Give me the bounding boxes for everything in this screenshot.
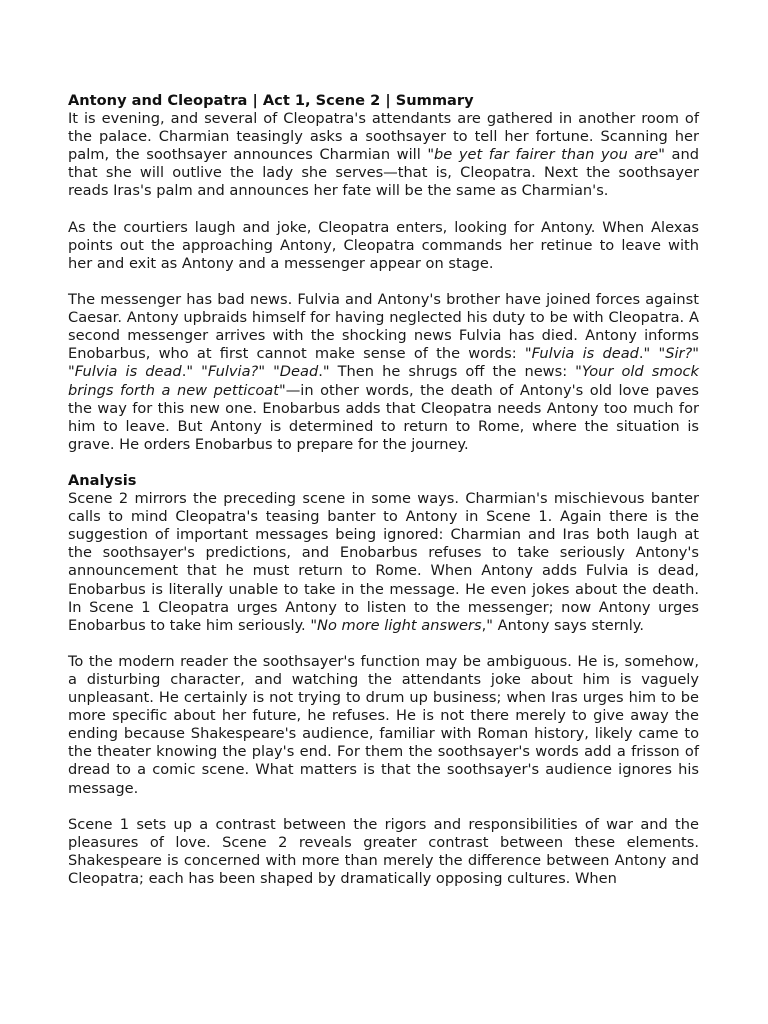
text-run: " " <box>68 345 699 381</box>
text-run: It is evening, and several of Cleopatra's attendants are gathered in another room of the palace. Charmian teasingly asks a soothsayer to tell her fortune. Scanning her palm, the soothsayer announces Charmian will " <box>68 110 699 164</box>
text-run: " " <box>258 363 280 381</box>
document-page <box>68 92 699 906</box>
quote-run: Dead <box>279 363 319 381</box>
summary-paragraph-1 <box>68 110 699 200</box>
analysis-paragraph-1 <box>68 490 699 635</box>
text-run: " and that she will outlive the lady she serves—that is, Cleopatra. Next the soothsayer reads Iras's palm and announces her fate will be the same as Charmian's. <box>68 146 699 200</box>
summary-paragraph-3 <box>68 291 699 454</box>
text-run: Scene 2 mirrors the preceding scene in some ways. Charmian's mischievous banter calls to mind Cleopatra's teasing banter to Antony in Scene 1. Again there is the suggestion of important messages being ignored: Charmian and Iras both laugh at the soothsayer's predictions, and Enobarbus refuses to take seriously Antony's announcement that he must return to Rome. When Antony adds Fulvia is dead, Enobarbus is literally unable to take in the message. He even jokes about the death. In Scene 1 Cleopatra urges Antony to listen to the messenger; now Antony urges Enobarbus to take him seriously. " <box>68 490 699 634</box>
quote-run: Fulvia? <box>207 363 259 381</box>
quote-run: No more light answers <box>317 616 482 634</box>
document-title: Antony and Cleopatra | Act 1, Scene 2 | Summary <box>68 92 474 109</box>
quote-run: be yet far fairer than you are <box>434 146 659 164</box>
analysis-paragraph-3: Scene 1 sets up a contrast between the rigors and responsibilities of war and the pleasures of love. Scene 2 reveals greater contrast between these elements. Shakespeare is concerned with more than merely the difference between Antony and Cleopatra; each has been shaped by dramatically opposing cultures. When <box>68 815 699 888</box>
quote-run: Fulvia is dead <box>74 363 182 381</box>
text-run: ." " <box>181 363 208 381</box>
summary-paragraph-2: As the courtiers laugh and joke, Cleopatra enters, looking for Antony. When Alexas points out the approaching Antony, Cleopatra commands her retinue to leave with her and exit as Antony and a messenger appear on stage. <box>68 218 699 272</box>
quote-run: Sir? <box>665 345 693 363</box>
text-run: "—in other words, the death of Antony's old love paves the way for this new one. Enobarbus adds that Cleopatra needs Antony too much for him to leave. But Antony is determined to return to Rome, where the situation is grave. He orders Enobarbus to prepare for the journey. <box>68 381 699 453</box>
text-run: The messenger has bad news. Fulvia and Antony's brother have joined forces against Caesar. Antony upbraids himself for having neglected his duty to be with Cleopatra. A second messenger arrives with the shocking news Fulvia has died. Antony informs Enobarbus, who at first cannot make sense of the words: " <box>68 291 699 363</box>
quote-run: Your old smock brings forth a new petticoat <box>68 363 699 399</box>
analysis-paragraph-2: To the modern reader the soothsayer's function may be ambiguous. He is, somehow, a disturbing character, and watching the attendants joke about him is vaguely unpleasant. He certainly is not trying to drum up business; when Iras urges him to be more specific about her future, he refuses. He is not there merely to give away the ending because Shakespeare's audience, familiar with Roman history, likely came to the theater knowing the play's end. For them the soothsayer's words add a frisson of dread to a comic scene. What matters is that the soothsayer's audience ignores his message. <box>68 652 699 797</box>
quote-run: Fulvia is dead <box>531 345 639 363</box>
text-run: ." " <box>638 345 666 363</box>
text-run: ," Antony says sternly. <box>481 616 644 634</box>
analysis-heading: Analysis <box>68 471 137 489</box>
text-run: ." Then he shrugs off the news: " <box>318 363 582 381</box>
